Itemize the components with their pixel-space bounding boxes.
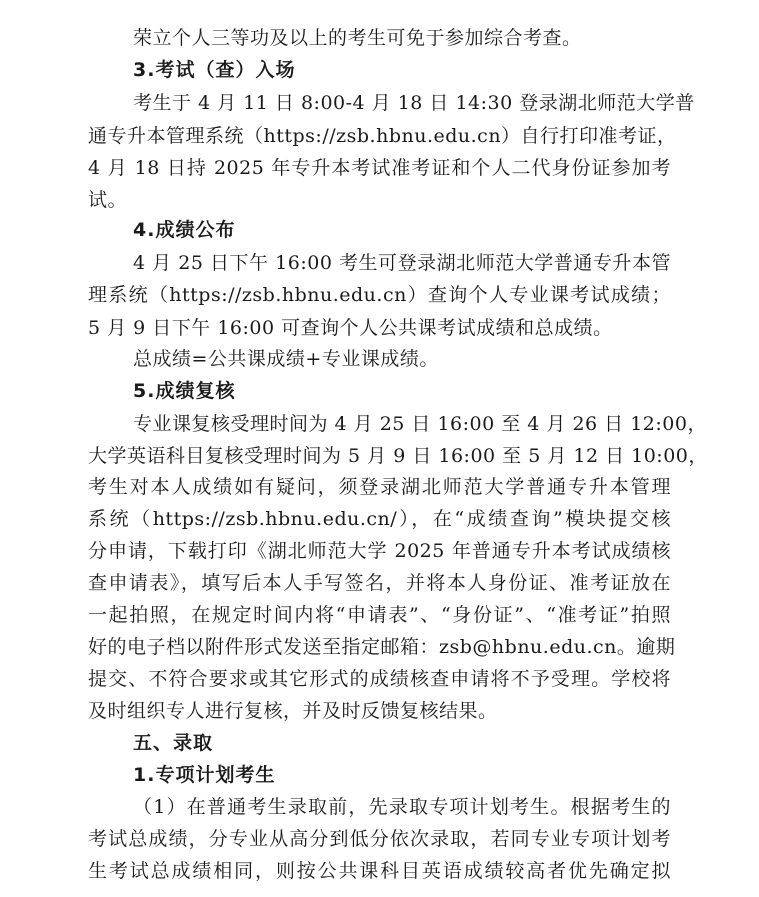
paragraph-line: 通专升本管理系统（https://zsb.hbnu.edu.cn）自行打印准考证， <box>88 125 677 147</box>
paragraph-line: 好的电子档以附件形式发送至指定邮箱：zsb@hbnu.edu.cn。逾期 <box>88 636 676 658</box>
paragraph-line: 4 月 25 日下午 16:00 考生可登录湖北师范大学普通专升本管 <box>133 252 671 274</box>
paragraph-line: 及时组织专人进行复核，并及时反馈复核结果。 <box>88 700 498 722</box>
paragraph-line: 大学英语科目复核受理时间为 5 月 9 日 16:00 至 5 月 12 日 10:00， <box>88 445 708 467</box>
chapter-heading: 五、录取 <box>133 732 214 754</box>
paragraph-line: 考生对本人成绩如有疑问，须登录湖北师范大学普通专升本管理 <box>88 476 671 498</box>
paragraph-line: 4 月 18 日持 2025 年专升本考试准考证和个人二代身份证参加考 <box>88 157 671 179</box>
paragraph-line: 分申请，下载打印《湖北师范大学 2025 年普通专升本考试成绩核 <box>88 540 671 562</box>
paragraph-line: 5 月 9 日下午 16:00 可查询个人公共课考试成绩和总成绩。 <box>88 317 613 339</box>
section-heading: 3.考试（查）入场 <box>133 59 296 81</box>
section-heading: 1.专项计划考生 <box>133 764 276 786</box>
paragraph-line: 理系统（https://zsb.hbnu.edu.cn）查询个人专业课考试成绩； <box>88 284 671 306</box>
paragraph-line: （1）在普通考生录取前，先录取专项计划考生。根据考生的 <box>133 796 671 818</box>
paragraph-line: 专业课复核受理时间为 4 月 25 日 16:00 至 4 月 26 日 12:00， <box>133 413 707 435</box>
paragraph-line: 考生于 4 月 11 日 8:00-4 月 18 日 14:30 登录湖北师范大学普 <box>133 92 695 114</box>
section-heading: 4.成绩公布 <box>133 219 236 241</box>
paragraph-line: 提交、不符合要求或其它形式的成绩核查申请将不予受理。学校将 <box>88 668 671 690</box>
paragraph-line: 荣立个人三等功及以上的考生可免于参加综合考查。 <box>133 27 582 49</box>
paragraph-line: 查申请表》，填写后本人手写签名，并将本人身份证、准考证放在 <box>88 572 671 594</box>
paragraph-line: 生考试总成绩相同，则按公共课科目英语成绩较高者优先确定拟 <box>88 860 671 882</box>
paragraph-line: 试。 <box>88 189 128 211</box>
paragraph-line: 系统（https://zsb.hbnu.edu.cn/），在“成绩查询”模块提交核 <box>88 508 671 530</box>
paragraph-line: 总成绩=公共课成绩+专业课成绩。 <box>133 348 439 370</box>
paragraph-line: 考试总成绩，分专业从高分到低分依次录取，若同专业专项计划考 <box>88 828 671 850</box>
section-heading: 5.成绩复核 <box>133 380 236 402</box>
paragraph-line: 一起拍照，在规定时间内将“申请表”、“身份证”、“准考证”拍照 <box>88 604 671 626</box>
